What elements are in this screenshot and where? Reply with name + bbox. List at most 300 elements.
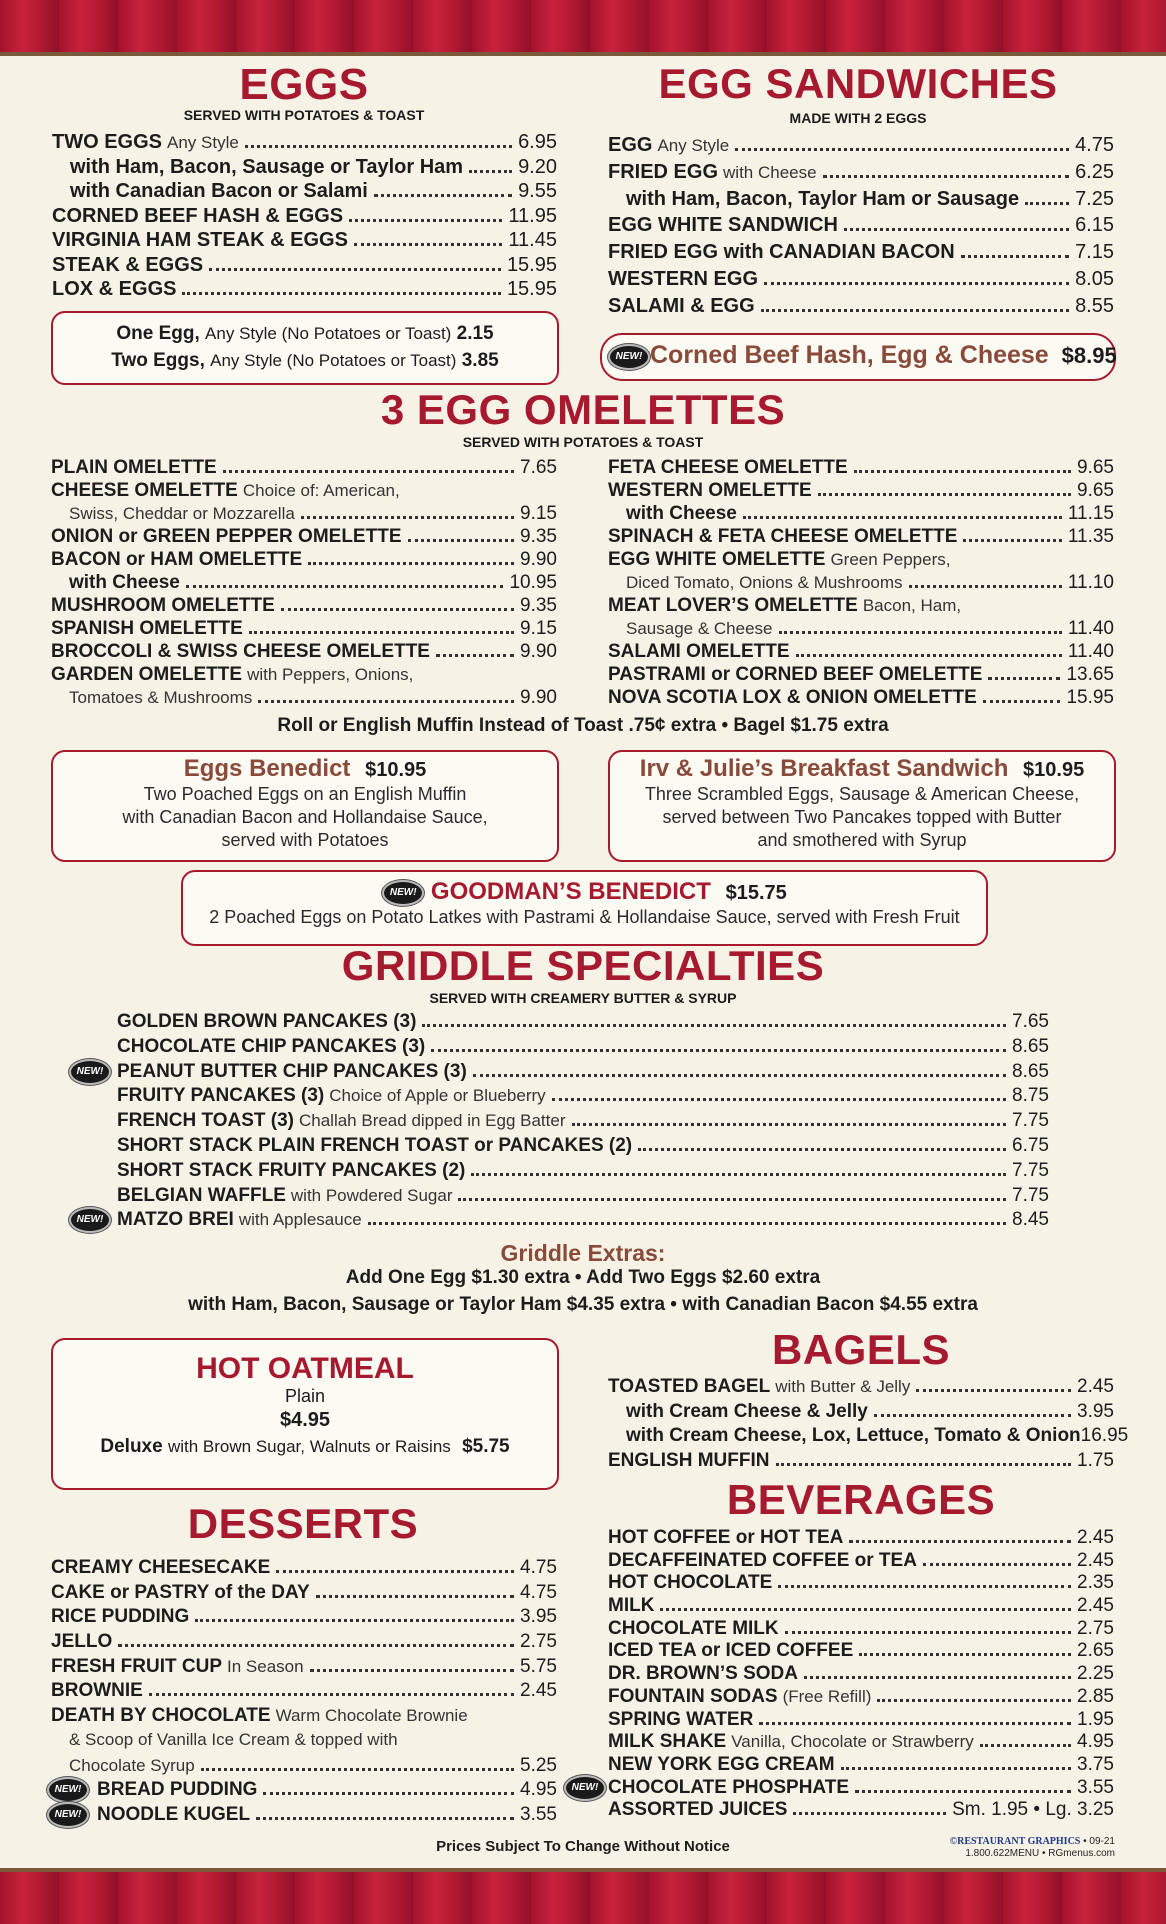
hot-oatmeal-box [51,1338,559,1490]
menu-item-price: 8.75 [1012,1085,1049,1107]
menu-item-price: 8.05 [1075,267,1114,290]
dot-leader [256,1816,514,1820]
menu-item [608,664,1114,687]
menu-item [51,503,557,526]
menu-item-name: TWO EGGS [52,131,162,153]
menu-item-name: ONION or GREEN PEPPER OMELETTE [51,526,402,547]
menu-item [608,1731,1114,1754]
dot-leader [785,1630,1071,1634]
menu-item-desc: Any Style [657,136,730,155]
credit-code: • 09-21 [1083,1836,1115,1847]
top-decorative-band [0,0,1166,56]
menu-item [608,1709,1114,1732]
dot-leader [855,1789,1071,1793]
menu-item-desc: with Butter & Jelly [775,1377,911,1396]
menu-item-name: MEAT LOVER’S OMELETTE [608,595,858,616]
new-badge: NEW! [382,880,424,906]
menu-item [51,526,557,549]
menu-item [117,1085,1049,1110]
menu-item [51,1606,557,1631]
menu-item-name: PEANUT BUTTER CHIP PANCAKES (3) [117,1060,467,1082]
menu-item [51,549,557,572]
dot-leader [854,469,1071,473]
menu-item-name: MILK SHAKE [608,1731,727,1753]
menu-item [608,503,1114,526]
menu-item-name: ASSORTED JUICES [608,1799,788,1821]
irv-julie-title: Irv & Julie’s Breakfast Sandwich [639,755,1009,782]
dot-leader [823,174,1069,178]
new-badge: NEW! [69,1207,111,1233]
dot-leader [818,492,1071,496]
corned-beef-special-name: Corned Beef Hash, Egg & Cheese [650,341,1049,369]
eggs-benedict-heading [53,755,557,783]
dot-leader [638,1147,1006,1151]
menu-item-price: 3.55 [1077,1776,1114,1798]
menu-item [608,1527,1114,1550]
menu-item-price: 8.65 [1012,1060,1049,1082]
dot-leader [368,1221,1006,1225]
eggs-benedict-desc-3: served with Potatoes [221,830,389,850]
griddle-list [76,1011,1049,1234]
dot-leader [859,1652,1071,1656]
menu-item [608,526,1114,549]
menu-item-name: SPINACH & FETA CHEESE OMELETTE [608,526,958,547]
menu-item-price: 11.95 [508,204,557,227]
menu-item-name: WESTERN OMELETTE [608,480,812,501]
menu-item [117,1135,1049,1160]
menu-item-price: 11.40 [1067,641,1114,662]
dot-leader [281,607,514,611]
dot-leader [759,1721,1071,1725]
dot-leader [761,308,1069,312]
griddle-extras-title: Griddle Extras: [500,1240,666,1266]
menu-item [608,1618,1114,1641]
dot-leader [186,584,504,588]
griddle-extras-line-1: Add One Egg $1.30 extra • Add Two Eggs $2.60 extra [345,1267,821,1288]
menu-item-name: BREAD PUDDING [97,1779,258,1801]
menu-item-desc: Swiss, Cheddar or Mozzarella [69,504,295,523]
menu-item-price: 4.75 [520,1557,557,1578]
menu-item-name: with Cream Cheese, Lox, Lettuce, Tomato & Onion [626,1425,1081,1446]
hot-oatmeal-deluxe-price: $5.75 [462,1436,510,1457]
dot-leader [874,1413,1071,1417]
menu-item-name: DEATH BY CHOCOLATE [51,1705,271,1727]
menu-item-price: 2.45 [1077,1376,1114,1397]
menu-item-desc: Diced Tomato, Onions & Mushrooms [626,573,903,592]
dot-leader [249,630,514,634]
dot-leader [793,1811,946,1815]
menu-item [51,1656,557,1681]
new-badge [608,344,650,370]
eggs-benedict-desc-1: Two Poached Eggs on an English Muffin [143,784,467,804]
dot-leader [877,1698,1071,1702]
menu-item-name: TOASTED BAGEL [608,1376,771,1397]
menu-item-name: EGG WHITE SANDWICH [608,214,838,237]
menu-item [51,1730,557,1755]
menu-item-price: 3.55 [520,1803,557,1825]
menu-item-price: 1.75 [1077,1449,1114,1471]
menu-item-desc: Vanilla, Chocolate or Strawberry [731,1732,974,1752]
single-egg-box [51,311,559,385]
goodmans-title: GOODMAN’S BENEDICT [430,878,711,905]
menu-item [608,1595,1114,1618]
omelettes-right-list [608,457,1114,710]
menu-item-price: 6.25 [1075,160,1114,183]
menu-item-name: BROCCOLI & SWISS CHEESE OMELETTE [51,641,430,662]
menu-item [608,687,1114,710]
menu-item [608,1401,1114,1426]
menu-item-price: 7.65 [1012,1011,1049,1032]
menu-item-price: 1.95 [1077,1708,1114,1730]
menu-item-name: DR. BROWN’S SODA [608,1663,798,1685]
dot-leader [301,515,514,519]
menu-item-desc: (Free Refill) [782,1686,872,1706]
dot-leader [374,193,512,197]
hot-oatmeal-deluxe [53,1436,557,1458]
menu-item-price: 2.75 [1077,1617,1114,1639]
menu-item [117,1011,1049,1036]
menu-item-name: FRENCH TOAST (3) [117,1110,294,1132]
menu-item [608,241,1114,268]
menu-item-price: 4.75 [1075,134,1114,156]
menu-item-price: 9.15 [520,503,557,524]
menu-item-name: NOODLE KUGEL [97,1803,251,1825]
hot-oatmeal-title: HOT OATMEAL [196,1352,414,1385]
menu-item-price: 4.95 [520,1779,557,1801]
corned-beef-special-price: $8.95 [1061,343,1117,368]
new-badge: NEW! [47,1802,89,1828]
menu-item-name: ENGLISH MUFFIN [608,1449,770,1471]
menu-item [571,1776,1114,1800]
bottom-decorative-band [0,1868,1166,1924]
menu-item [51,1582,557,1607]
menu-item-name: with Ham, Bacon, Taylor Ham or Sausage [626,187,1020,210]
dot-leader [988,676,1060,680]
menu-item-price: 6.75 [1012,1134,1049,1156]
menu-item-price: 8.45 [1012,1209,1049,1231]
menu-item-name: with Cheese [69,572,180,593]
menu-item [51,687,557,710]
menu-item [608,1754,1114,1777]
menu-item [608,295,1114,322]
menu-item-name: SPRING WATER [608,1708,754,1730]
menu-item-price: 2.75 [520,1631,557,1653]
corned-beef-special-box [600,333,1116,381]
dot-leader [276,1569,514,1573]
menu-item-name: CHEESE OMELETTE [51,480,238,501]
price-notice: Prices Subject To Change Without Notice [436,1838,730,1855]
menu-item [51,1779,557,1804]
menu-item-price: 9.35 [520,595,557,616]
menu-item-name: CREAMY CHEESECAKE [51,1557,271,1578]
menu-item-name: GARDEN OMELETTE [51,664,243,685]
menu-item-price: 4.75 [520,1581,557,1603]
menu-item-price: 6.95 [518,131,557,153]
one-egg-price: 2.15 [456,323,494,344]
dot-leader [431,1048,1006,1052]
menu-item-price: 11.40 [1067,618,1114,639]
menu-item-name: with Ham, Bacon, Sausage or Taylor Ham [70,155,464,178]
menu-item-desc: Challah Bread dipped in Egg Batter [298,1111,566,1131]
dot-leader [660,1607,1071,1611]
menu-item [608,1686,1114,1709]
menu-item-name: CHOCOLATE MILK [608,1617,779,1639]
dot-leader [149,1692,514,1696]
menu-item-name: FRIED EGG with CANADIAN BACON [608,241,955,264]
omelettes-subtitle: SERVED WITH POTATOES & TOAST [462,434,704,450]
dot-leader [776,1462,1072,1466]
menu-item [608,161,1114,188]
menu-item-price: 8.65 [1012,1035,1049,1057]
desserts-title: DESSERTS [187,1500,419,1547]
menu-item-price: 7.75 [1012,1110,1049,1132]
beverages-title: BEVERAGES [726,1476,996,1523]
dot-leader [223,469,514,473]
menu-item [608,1799,1114,1822]
menu-item-desc: Green Peppers, [830,550,951,569]
menu-item-name: SALAMI OMELETTE [608,641,790,662]
menu-item [117,1110,1049,1135]
menu-item-price: 7.15 [1075,241,1114,264]
menu-item [608,188,1114,215]
menu-item-price: 15.95 [506,253,557,276]
menu-item [51,618,557,641]
menu-item-price: 11.10 [1067,572,1114,593]
menu-item [52,180,557,205]
dot-leader [764,281,1069,285]
menu-item-price: 2.35 [1077,1572,1114,1594]
menu-item-name: FRESH FRUIT CUP [51,1655,222,1677]
menu-item-price: 7.75 [1012,1159,1049,1181]
eggs-benedict-price: $10.95 [365,759,427,781]
menu-item [51,595,557,618]
menu-item [51,480,557,503]
dot-leader [182,291,500,295]
menu-item-name: with Cheese [626,503,737,524]
menu-item [52,229,557,254]
menu-item-price: 5.25 [520,1754,557,1776]
hot-oatmeal-deluxe-desc: with Brown Sugar, Walnuts or Raisins [167,1437,451,1456]
menu-item-desc: with Applesauce [238,1210,362,1230]
menu-item-name: EGG [608,134,653,156]
menu-item-desc: with Peppers, Onions, [247,665,414,684]
menu-item-desc: Choice of: American, [242,481,400,500]
menu-item [117,1185,1049,1210]
omelette-extras-line: Roll or English Muffin Instead of Toast .75¢ extra • Bagel $1.75 extra [277,715,889,736]
menu-item-name: WESTERN EGG [608,267,759,290]
credit-brand: ©RESTAURANT GRAPHICS [949,1836,1081,1847]
menu-item-name: JELLO [51,1631,113,1653]
two-eggs-line [53,347,557,374]
eggs-subtitle: SERVED WITH POTATOES & TOAST [183,107,425,123]
dot-leader [436,653,514,657]
menu-item-name: SHORT STACK PLAIN FRENCH TOAST or PANCAKES (2) [117,1134,633,1156]
menu-item-name: VIRGINIA HAM STEAK & EGGS [52,229,348,251]
menu-item-price: 10.95 [509,572,557,593]
dot-leader [963,538,1061,542]
menu-item-name: BROWNIE [51,1680,143,1702]
one-egg-desc: Any Style (No Potatoes or Toast) [205,324,452,343]
menu-item [51,664,557,687]
menu-item-name: RICE PUDDING [51,1606,190,1628]
menu-item-price: 3.75 [1077,1753,1114,1775]
eggs-benedict-title: Eggs Benedict [183,755,351,782]
menu-item-price: 2.85 [1077,1685,1114,1707]
menu-item-name: ICED TEA or ICED COFFEE [608,1640,854,1662]
two-eggs-label: Two Eggs, [111,350,205,371]
menu-item [608,549,1114,572]
credit-contact: 1.800.622MENU • RGmenus.com [965,1848,1115,1859]
menu-item-price: 11.15 [1067,503,1114,524]
dot-leader [471,1172,1006,1176]
dot-leader [422,1023,1006,1027]
menu-item-price: 7.65 [520,457,557,478]
menu-item-name: LOX & EGGS [52,278,177,300]
menu-item [76,1209,1049,1234]
omelettes-title: 3 EGG OMELETTES [380,386,786,433]
dot-leader [916,1388,1071,1392]
one-egg-line [53,320,557,347]
menu-item [117,1160,1049,1185]
menu-item [52,156,557,181]
menu-item-name: CAKE or PASTRY of the DAY [51,1581,310,1603]
menu-item-price: 7.25 [1075,187,1114,210]
dot-leader [310,1668,514,1672]
menu-item [608,572,1114,595]
dot-leader [961,254,1069,258]
menu-item-price: 8.55 [1075,294,1114,317]
beverages-list [571,1527,1114,1822]
dot-leader [308,561,514,565]
dot-leader [983,699,1061,703]
menu-item [608,268,1114,295]
one-egg-label: One Egg, [116,323,200,344]
bagels-title: BAGELS [771,1326,950,1373]
menu-item-desc: Choice of Apple or Blueberry [329,1086,546,1106]
dot-leader [458,1197,1006,1201]
dot-leader [779,630,1062,634]
dot-leader [572,1122,1007,1126]
irv-julie-desc-3: and smothered with Syrup [757,830,967,850]
eggs-benedict-box [51,750,559,862]
menu-item [608,457,1114,480]
menu-item [52,131,557,156]
griddle-subtitle: SERVED WITH CREAMERY BUTTER & SYRUP [429,990,737,1006]
menu-item-desc: with Cheese [723,162,817,182]
dot-leader [195,1618,514,1622]
dot-leader [201,1767,514,1771]
menu-item-desc: Bacon, Ham, [862,596,962,615]
menu-item-desc: with Powdered Sugar [290,1185,453,1205]
dot-leader [354,242,502,246]
menu-item-price: 2.45 [1077,1527,1114,1548]
dot-leader [209,267,501,271]
menu-item-name: EGG WHITE OMELETTE [608,549,826,570]
menu-item [608,1572,1114,1595]
menu-item-desc: & Scoop of Vanilla Ice Cream & topped with [69,1729,398,1749]
goodmans-benedict-box [181,870,988,946]
irv-julie-desc-2: served between Two Pancakes topped with Butter [662,807,1062,827]
menu-item-name: SPANISH OMELETTE [51,618,243,639]
menu-item-name: with Canadian Bacon or Salami [70,180,368,202]
dot-leader [778,1584,1071,1588]
menu-item-price: 2.25 [1077,1663,1114,1685]
menu-item-price: 15.95 [506,278,557,300]
desserts-list [51,1557,557,1829]
dot-leader [841,1766,1071,1770]
menu-item-price: 2.45 [1077,1549,1114,1571]
menu-item-name: CHOCOLATE PHOSPHATE [608,1776,850,1798]
menu-item-name: HOT CHOCOLATE [608,1572,773,1594]
menu-item [51,457,557,480]
menu-item [51,1680,557,1705]
menu-item [52,254,557,279]
menu-item [51,1557,557,1582]
irv-julie-box [608,750,1116,862]
menu-item-price: 7.75 [1012,1184,1049,1206]
menu-item-price: 9.90 [520,549,557,570]
eggs-list [52,131,557,303]
griddle-title: GRIDDLE SPECIALTIES [341,942,825,989]
menu-item-name: NEW YORK EGG CREAM [608,1753,835,1775]
menu-item-price: 2.65 [1077,1640,1114,1662]
dot-leader [1025,201,1069,205]
menu-item-name: PLAIN OMELETTE [51,457,217,478]
hot-oatmeal-plain: Plain [284,1386,326,1406]
menu-item-name: BACON or HAM OMELETTE [51,549,303,570]
irv-julie-desc-1: Three Scrambled Eggs, Sausage & American Cheese, [644,784,1080,804]
dot-leader [909,584,1062,588]
menu-item [52,205,557,230]
menu-item-price: 2.45 [520,1680,557,1702]
egg-sandwiches-subtitle: MADE WITH 2 EGGS [789,110,927,126]
menu-item-price: 9.90 [520,687,557,708]
menu-item-name: FRIED EGG [608,160,719,183]
menu-item-name: FETA CHEESE OMELETTE [608,457,848,478]
corned-beef-special [650,341,1117,370]
dot-leader [796,653,1062,657]
hot-oatmeal-plain-price: $4.95 [279,1409,331,1431]
menu-item-price: 4.95 [1077,1731,1114,1753]
egg-sandwiches-list [608,134,1114,322]
menu-item [608,1663,1114,1686]
menu-item-desc: Sausage & Cheese [626,619,773,638]
goodmans-price: $15.75 [725,882,787,904]
menu-item [51,572,557,595]
menu-item-price: 5.75 [520,1655,557,1677]
menu-item-name: SALAMI & EGG [608,294,755,317]
menu-item-desc: Warm Chocolate Brownie [275,1706,468,1726]
menu-item-desc: Tomatoes & Mushrooms [69,688,253,707]
menu-item-name: STEAK & EGGS [52,253,204,276]
irv-julie-heading [610,755,1114,783]
dot-leader [258,699,514,703]
menu-item [117,1036,1049,1061]
menu-item-name: FRUITY PANCAKES (3) [117,1085,325,1107]
new-badge: NEW! [564,1775,606,1801]
bagels-list [608,1376,1129,1474]
menu-item-name: FOUNTAIN SODAS [608,1685,778,1707]
menu-item [608,1376,1114,1401]
menu-item-name: MUSHROOM OMELETTE [51,595,275,616]
menu-item-desc: Chocolate Syrup [69,1755,195,1775]
menu-item-price: 6.15 [1075,214,1114,237]
dot-leader [316,1594,514,1598]
menu-item-price: 9.90 [520,641,557,662]
dot-leader [408,538,515,542]
menu-item-name: CHOCOLATE CHIP PANCAKES (3) [117,1035,426,1057]
new-badge-text: NEW! [608,344,650,370]
